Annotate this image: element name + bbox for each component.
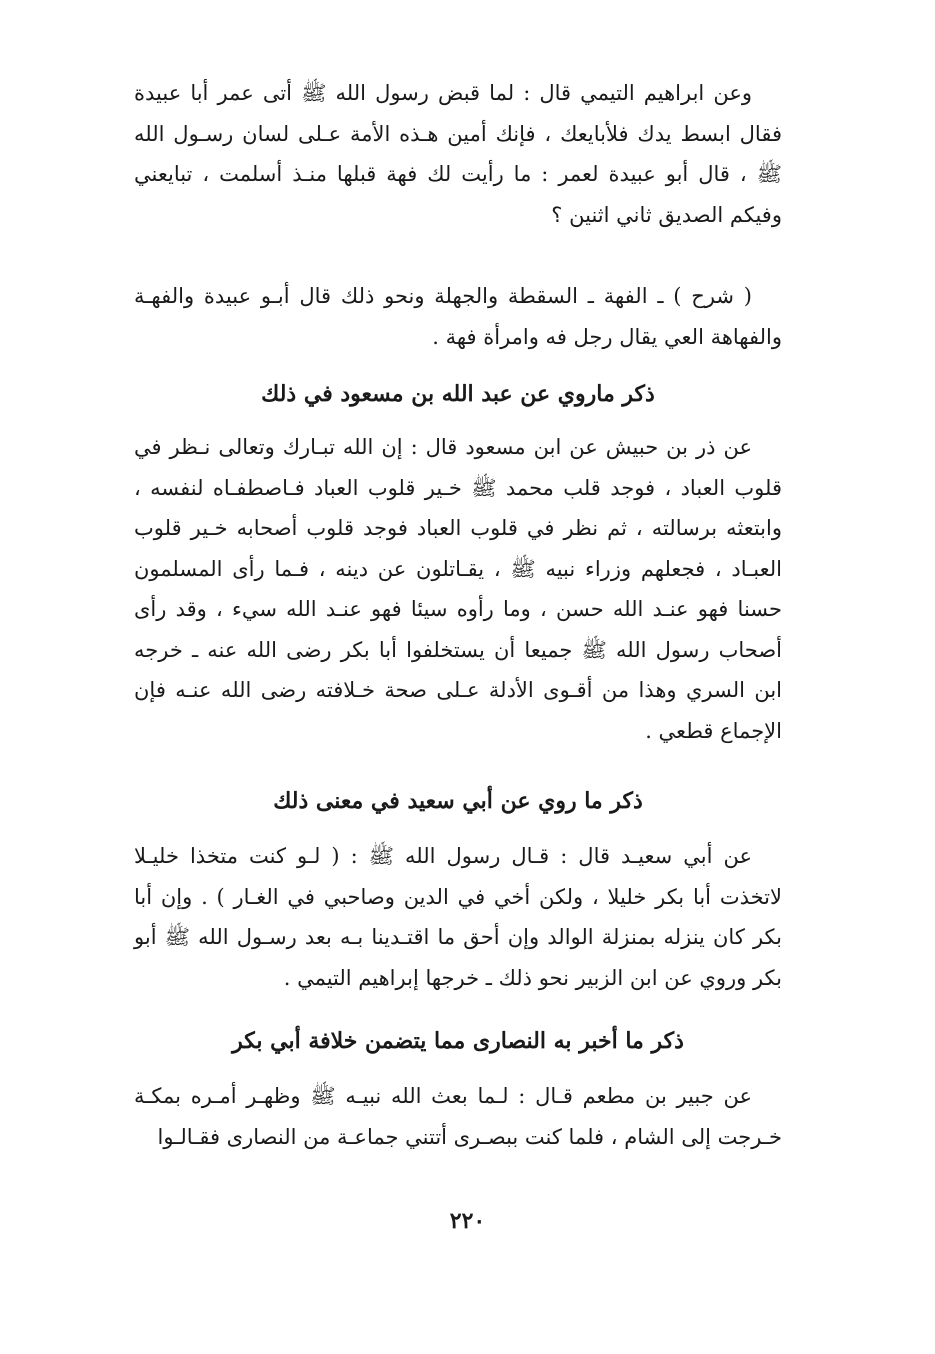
paragraph-sharh: ( شرح ) ـ الفهة ـ السقطة والجهلة ونحو ذلك قال أبـو عبيدة والفهـة والفهاهة العي يقال رجل فه وامرأة فهة . [134, 284, 782, 349]
paragraph-abu-said: عن أبي سعيـد قال : قـال رسول الله ﷺ : ( لـو كنت متخذا خليـلا لاتخذت أبا بكر خليلا ، ولكن أخي في الدين وصاحبي في الغـار ) . وإن أبا بكر كان ينزله بمنزلة الوالد وإن أحق ما اقتـدينا بـه بعد رسـول الله ﷺ أبو بكر وروي عن ابن الزبير نحو ذلك ـ خرجها إبراهيم التيمي . [134, 844, 782, 990]
section-heading-nasara: ذكر ما أخبر به النصارى مما يتضمن خلافة أبي بكر [232, 1028, 684, 1054]
section-heading-abu-said: ذكر ما روي عن أبي سعيد في معنى ذلك [273, 788, 643, 814]
page-number: ٢٢٠ [449, 1208, 486, 1234]
section-heading-ibn-masud: ذكر ماروي عن عبد الله بن مسعود في ذلك [261, 381, 655, 407]
paragraph-jubayr: عن جبير بن مطعم قـال : لـما بعث الله نبيـه ﷺ وظهـر أمـره بمكـة خـرجت إلى الشام ، فلما كنت ببصـرى أتتني جماعـة من النصارى فقـالـوا [134, 1084, 782, 1149]
paragraph-ibn-masud: عن ذر بن حبيش عن ابن مسعود قال : إن الله تبـارك وتعالى نـظر في قلوب العباد ، فوجد قلب محمد ﷺ خـير قلوب العباد فـاصطفـاه لنفسه ، وابتعثه برسالته ، ثم نظر في قلوب العباد فوجد قلوب أصحابه خـير قلوب العبـاد ، فجعلهم وزراء نبيه ﷺ ، يقـاتلون عن دينه ، فـما رأى المسلمون حسنا فهو عنـد الله حسن ، وما رأوه سيئا فهو عنـد الله سيء ، وقد رأى أصحاب رسول الله ﷺ جميعا أن يستخلفوا أبا بكر رضى الله عنه ـ خرجه ابن السري وهذا من أقـوى الأدلة عـلى صحة خـلافته رضى الله عنـه فإن الإجماع قطعي . [134, 435, 782, 743]
paragraph-ibrahim-taymi: وعن ابراهيم التيمي قال : لما قبض رسول الله ﷺ أتى عمر أبا عبيدة فقال ابسط يدك فلأبايعك ، فإنك أمين هـذه الأمة عـلى لسان رسـول الله ﷺ ، قال أبو عبيدة لعمر : ما رأيت لك فهة قبلها منـذ أسلمت ، تبايعني وفيكم الصديق ثاني اثنين ؟ [134, 81, 782, 227]
